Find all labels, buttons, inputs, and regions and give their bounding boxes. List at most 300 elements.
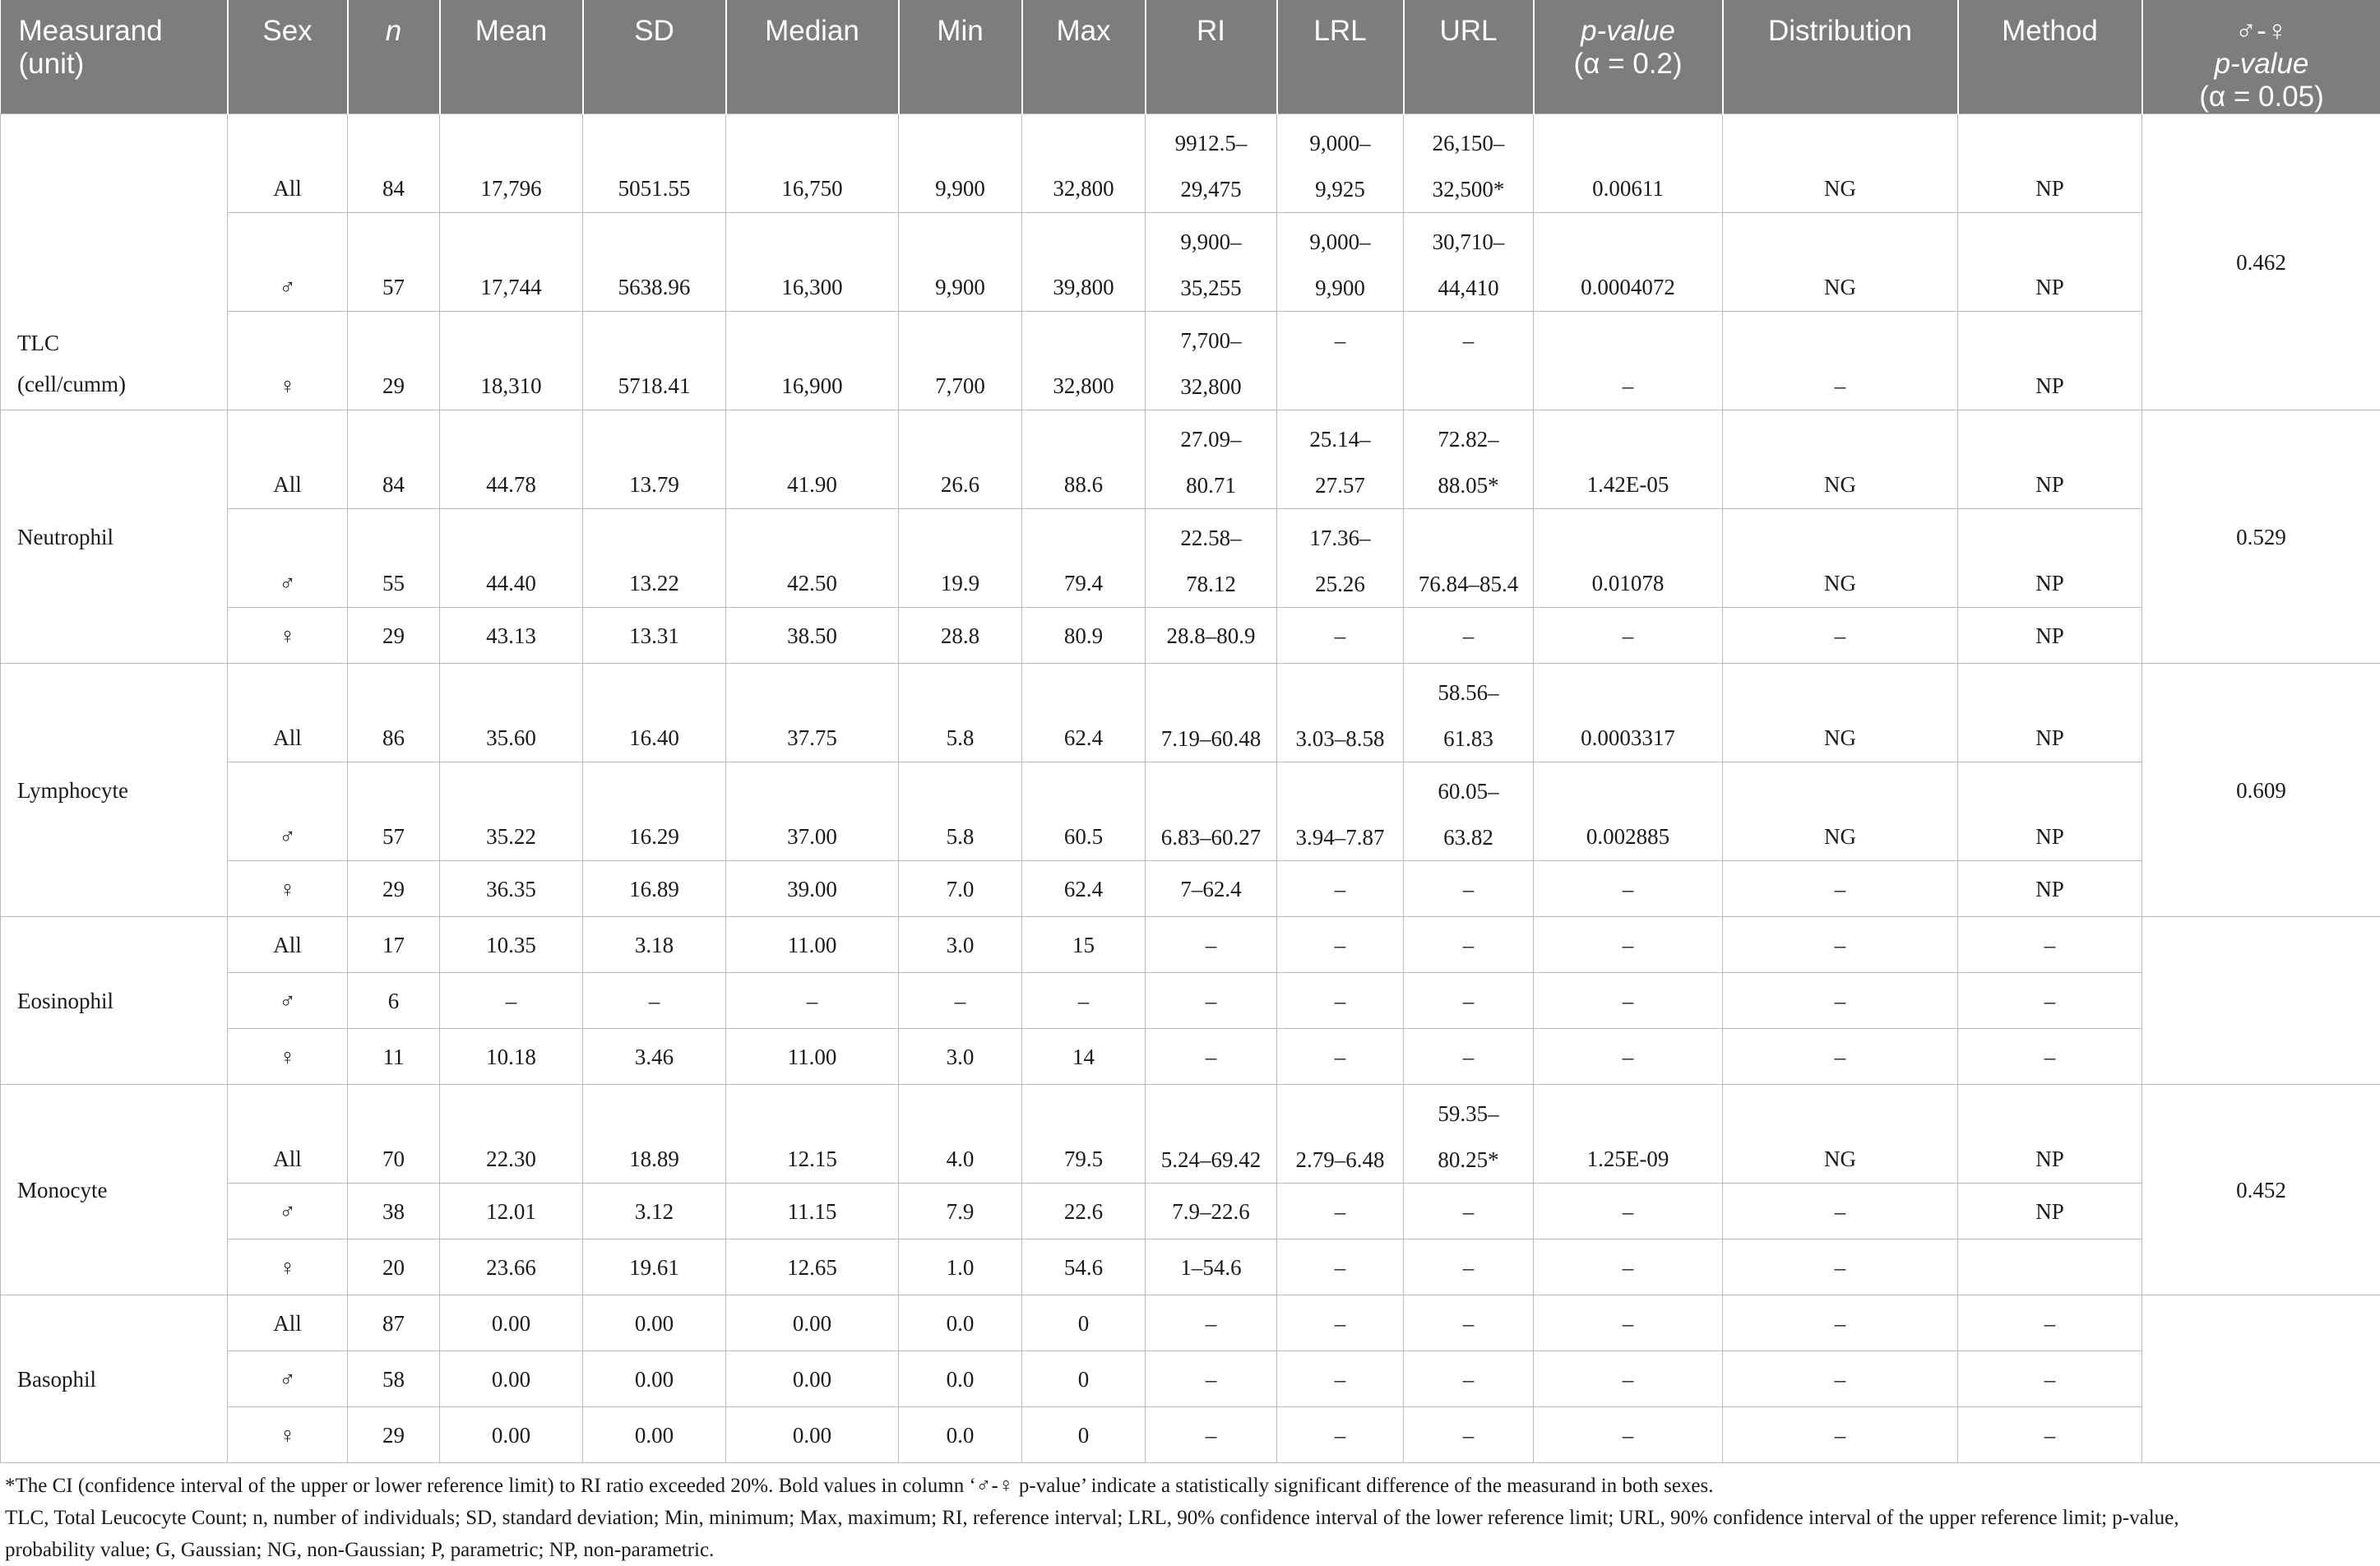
cell-sd: 13.79	[583, 410, 726, 509]
cell-min: 7.9	[899, 1184, 1022, 1239]
cell-line: 80.25*	[1407, 1137, 1530, 1183]
cell-url	[1404, 762, 1534, 861]
cell-method: –	[1958, 973, 2142, 1029]
cell-ri: 1–54.6	[1146, 1239, 1277, 1295]
cell-url	[1404, 312, 1534, 410]
cell-sex: ♀	[228, 1239, 348, 1295]
cell-pvalue: –	[1534, 1351, 1723, 1407]
cell-sex: All	[228, 114, 348, 213]
table-row	[1, 410, 2380, 509]
cell-median: 12.65	[726, 1239, 899, 1295]
cell-line: 60.05–	[1407, 768, 1530, 814]
cell-line: 59.35–	[1407, 1091, 1530, 1137]
cell-line	[1149, 1091, 1273, 1137]
cell-ri: –	[1146, 917, 1277, 973]
cell-median: 11.00	[726, 1029, 899, 1085]
sex-pvalue-cell: 0.452	[2142, 1085, 2380, 1295]
cell-line: 26,150–	[1407, 120, 1530, 166]
cell-method: NP	[1958, 664, 2142, 762]
footnote-asterisk: *The CI (confidence interval of the upper or lower reference limit) to RI ratio exceeded 20%. Bold values in column ‘♂-♀ p-value’ indicate a statistically significant difference of the measurand in both sexes.	[5, 1470, 2375, 1502]
cell-n: 70	[348, 1085, 440, 1184]
cell-sd: 0.00	[583, 1351, 726, 1407]
header-max: Max	[1022, 0, 1146, 114]
cell-lrl	[1277, 509, 1404, 608]
measurand-cell	[1, 410, 228, 664]
header-sex: Sex	[228, 0, 348, 114]
cell-line: 58.56–	[1407, 669, 1530, 716]
cell-max: 62.4	[1022, 861, 1146, 917]
measurand-cell	[1, 1295, 228, 1463]
cell-sex: All	[228, 1085, 348, 1184]
cell-min: 7.0	[899, 861, 1022, 917]
cell-distribution: NG	[1723, 509, 1958, 608]
cell-median: 11.15	[726, 1184, 899, 1239]
cell-lrl: –	[1277, 1029, 1404, 1085]
cell-line: 29,475	[1149, 166, 1273, 212]
cell-line: 61.83	[1407, 716, 1530, 762]
measurand-label: Lymphocyte	[17, 770, 224, 811]
header-method: Method	[1958, 0, 2142, 114]
cell-pvalue: –	[1534, 1029, 1723, 1085]
cell-ri	[1146, 509, 1277, 608]
cell-method: NP	[1958, 1184, 2142, 1239]
cell-line: 35,255	[1149, 265, 1273, 311]
cell-min: 4.0	[899, 1085, 1022, 1184]
cell-line: 72.82–	[1407, 416, 1530, 462]
cell-line: 27.09–	[1149, 416, 1273, 462]
table-footnotes	[0, 1463, 2380, 1566]
cell-n: 29	[348, 861, 440, 917]
cell-mean: 0.00	[440, 1295, 583, 1351]
cell-max: 32,800	[1022, 312, 1146, 410]
cell-line: 3.03–8.58	[1280, 716, 1400, 762]
cell-sd: 13.31	[583, 608, 726, 664]
cell-sex: ♂	[228, 1351, 348, 1407]
cell-n: 6	[348, 973, 440, 1029]
table-row	[1, 1085, 2380, 1184]
cell-lrl	[1277, 114, 1404, 213]
cell-method: –	[1958, 1407, 2142, 1463]
cell-ri	[1146, 664, 1277, 762]
cell-pvalue: 0.002885	[1534, 762, 1723, 861]
cell-min: 0.0	[899, 1351, 1022, 1407]
cell-line	[1280, 1091, 1400, 1137]
measurand-cell	[1, 114, 228, 410]
cell-method: –	[1958, 1029, 2142, 1085]
cell-method: NP	[1958, 410, 2142, 509]
cell-median: 0.00	[726, 1351, 899, 1407]
cell-lrl	[1277, 762, 1404, 861]
cell-sex: All	[228, 917, 348, 973]
cell-lrl: –	[1277, 608, 1404, 664]
cell-median: 41.90	[726, 410, 899, 509]
cell-line: 7.19–60.48	[1149, 716, 1273, 762]
cell-n: 17	[348, 917, 440, 973]
cell-median: 42.50	[726, 509, 899, 608]
cell-sex: ♂	[228, 973, 348, 1029]
cell-pvalue: –	[1534, 917, 1723, 973]
cell-method: NP	[1958, 509, 2142, 608]
cell-url: –	[1404, 1184, 1534, 1239]
cell-min: 26.6	[899, 410, 1022, 509]
cell-median: 16,750	[726, 114, 899, 213]
cell-max: 79.5	[1022, 1085, 1146, 1184]
header-median: Median	[726, 0, 899, 114]
cell-pvalue: 0.0004072	[1534, 213, 1723, 312]
cell-method: NP	[1958, 861, 2142, 917]
cell-url: –	[1404, 1351, 1534, 1407]
table-row	[1, 114, 2380, 213]
header-url: URL	[1404, 0, 1534, 114]
cell-min: 9,900	[899, 213, 1022, 312]
cell-distribution: –	[1723, 312, 1958, 410]
cell-sd: 3.46	[583, 1029, 726, 1085]
cell-pvalue: 1.25E-09	[1534, 1085, 1723, 1184]
cell-line: 5.24–69.42	[1149, 1137, 1273, 1183]
cell-ri: –	[1146, 1295, 1277, 1351]
cell-lrl: –	[1277, 917, 1404, 973]
cell-median: 0.00	[726, 1407, 899, 1463]
table-row	[1, 762, 2380, 861]
cell-lrl: –	[1277, 973, 1404, 1029]
table-row	[1, 664, 2380, 762]
cell-mean: 36.35	[440, 861, 583, 917]
cell-line: 32,800	[1149, 364, 1273, 410]
table-row	[1, 973, 2380, 1029]
cell-ri: –	[1146, 1351, 1277, 1407]
cell-line: 88.05*	[1407, 462, 1530, 508]
cell-pvalue: 0.00611	[1534, 114, 1723, 213]
cell-method: NP	[1958, 1085, 2142, 1184]
cell-median: 12.15	[726, 1085, 899, 1184]
cell-n: 84	[348, 114, 440, 213]
measurand-label: Basophil	[17, 1359, 224, 1400]
cell-sex: ♂	[228, 509, 348, 608]
cell-median: 16,900	[726, 312, 899, 410]
header-row	[1, 0, 2380, 114]
cell-lrl: –	[1277, 1295, 1404, 1351]
cell-pvalue: 0.01078	[1534, 509, 1723, 608]
cell-distribution: NG	[1723, 762, 1958, 861]
measurand-cell	[1, 664, 228, 917]
cell-lrl	[1277, 312, 1404, 410]
cell-median: 39.00	[726, 861, 899, 917]
cell-distribution: –	[1723, 1407, 1958, 1463]
cell-mean: –	[440, 973, 583, 1029]
cell-lrl	[1277, 213, 1404, 312]
sex-pvalue-cell	[2142, 1295, 2380, 1463]
table-row	[1, 1239, 2380, 1295]
cell-line	[1280, 768, 1400, 814]
cell-mean: 18,310	[440, 312, 583, 410]
cell-pvalue: 0.0003317	[1534, 664, 1723, 762]
cell-mean: 10.18	[440, 1029, 583, 1085]
cell-mean: 23.66	[440, 1239, 583, 1295]
cell-distribution: –	[1723, 1184, 1958, 1239]
cell-sd: 16.40	[583, 664, 726, 762]
cell-sd: 18.89	[583, 1085, 726, 1184]
cell-median: 16,300	[726, 213, 899, 312]
header-min: Min	[899, 0, 1022, 114]
cell-line: 9,900	[1280, 265, 1400, 311]
cell-sex: ♀	[228, 861, 348, 917]
cell-min: 28.8	[899, 608, 1022, 664]
header-distribution: Distribution	[1723, 0, 1958, 114]
cell-sd: 16.89	[583, 861, 726, 917]
cell-distribution: NG	[1723, 1085, 1958, 1184]
cell-sd: 5051.55	[583, 114, 726, 213]
cell-line: 9,925	[1280, 166, 1400, 212]
measurand-label: Eosinophil	[17, 980, 224, 1022]
cell-max: 0	[1022, 1351, 1146, 1407]
header-measurand: Measurand (unit)	[1, 0, 228, 114]
cell-method: NP	[1958, 114, 2142, 213]
cell-sd: 19.61	[583, 1239, 726, 1295]
footnote-abbreviations-cont: probability value; G, Gaussian; NG, non-Gaussian; P, parametric; NP, non-parametric.	[5, 1534, 2375, 1566]
cell-line	[1149, 669, 1273, 716]
table-row	[1, 1295, 2380, 1351]
cell-sd: 16.29	[583, 762, 726, 861]
cell-max: 32,800	[1022, 114, 1146, 213]
cell-url	[1404, 509, 1534, 608]
cell-mean: 35.60	[440, 664, 583, 762]
cell-median: 37.75	[726, 664, 899, 762]
cell-sex: All	[228, 410, 348, 509]
measurand-label: Neutrophil	[17, 517, 224, 558]
cell-method: NP	[1958, 312, 2142, 410]
cell-line	[1280, 364, 1400, 410]
cell-sd: 13.22	[583, 509, 726, 608]
cell-line	[1149, 768, 1273, 814]
cell-sex: ♀	[228, 1407, 348, 1463]
cell-line: 25.26	[1280, 561, 1400, 607]
cell-ri: –	[1146, 1029, 1277, 1085]
cell-min: –	[899, 973, 1022, 1029]
cell-max: 0	[1022, 1407, 1146, 1463]
cell-method: –	[1958, 1295, 2142, 1351]
measurand-cell	[1, 917, 228, 1085]
table-row	[1, 608, 2380, 664]
cell-mean: 10.35	[440, 917, 583, 973]
cell-ri: –	[1146, 973, 1277, 1029]
cell-min: 5.8	[899, 762, 1022, 861]
cell-mean: 43.13	[440, 608, 583, 664]
cell-method	[1958, 1239, 2142, 1295]
cell-distribution: –	[1723, 1351, 1958, 1407]
cell-method: NP	[1958, 762, 2142, 861]
cell-max: 54.6	[1022, 1239, 1146, 1295]
cell-distribution: –	[1723, 608, 1958, 664]
cell-line: 80.71	[1149, 462, 1273, 508]
table-row	[1, 1029, 2380, 1085]
cell-url: –	[1404, 917, 1534, 973]
cell-line	[1407, 515, 1530, 561]
header-sex-pvalue: ♂-♀ p-value (α = 0.05)	[2142, 0, 2380, 114]
cell-url	[1404, 1085, 1534, 1184]
cell-sd: 5718.41	[583, 312, 726, 410]
header-n: n	[348, 0, 440, 114]
cell-line: 30,710–	[1407, 219, 1530, 265]
cell-lrl: –	[1277, 1239, 1404, 1295]
cell-n: 57	[348, 762, 440, 861]
table-row	[1, 213, 2380, 312]
cell-distribution: NG	[1723, 213, 1958, 312]
cell-mean: 0.00	[440, 1351, 583, 1407]
cell-lrl	[1277, 1085, 1404, 1184]
cell-min: 0.0	[899, 1407, 1022, 1463]
cell-method: –	[1958, 917, 2142, 973]
cell-pvalue: –	[1534, 1239, 1723, 1295]
cell-lrl: –	[1277, 1407, 1404, 1463]
cell-n: 29	[348, 608, 440, 664]
cell-distribution: –	[1723, 917, 1958, 973]
cell-n: 86	[348, 664, 440, 762]
cell-mean: 35.22	[440, 762, 583, 861]
cell-method: NP	[1958, 608, 2142, 664]
cell-ri	[1146, 213, 1277, 312]
cell-pvalue: –	[1534, 973, 1723, 1029]
measurand-label: TLC	[17, 322, 224, 364]
cell-sex: ♂	[228, 1184, 348, 1239]
cell-median: 38.50	[726, 608, 899, 664]
sex-pvalue-cell: 0.529	[2142, 410, 2380, 664]
cell-distribution: NG	[1723, 664, 1958, 762]
sex-pvalue-cell: 0.462	[2142, 114, 2380, 410]
cell-n: 20	[348, 1239, 440, 1295]
cell-line: 63.82	[1407, 814, 1530, 860]
cell-sd: 0.00	[583, 1295, 726, 1351]
cell-sd: 5638.96	[583, 213, 726, 312]
cell-lrl: –	[1277, 861, 1404, 917]
table-body	[1, 114, 2380, 1463]
cell-max: 60.5	[1022, 762, 1146, 861]
cell-max: –	[1022, 973, 1146, 1029]
measurand-label: (cell/cumm)	[17, 364, 224, 405]
cell-ri: 7.9–22.6	[1146, 1184, 1277, 1239]
cell-url: –	[1404, 1407, 1534, 1463]
cell-line: –	[1280, 317, 1400, 364]
cell-line: 2.79–6.48	[1280, 1137, 1400, 1183]
header-ri: RI	[1146, 0, 1277, 114]
cell-n: 29	[348, 312, 440, 410]
cell-mean: 12.01	[440, 1184, 583, 1239]
cell-min: 3.0	[899, 1029, 1022, 1085]
cell-sex: ♀	[228, 1029, 348, 1085]
cell-method: NP	[1958, 213, 2142, 312]
cell-ri: –	[1146, 1407, 1277, 1463]
cell-min: 9,900	[899, 114, 1022, 213]
cell-sex: ♀	[228, 608, 348, 664]
measurand-cell	[1, 1085, 228, 1295]
table-row	[1, 1351, 2380, 1407]
cell-n: 11	[348, 1029, 440, 1085]
cell-median: 37.00	[726, 762, 899, 861]
cell-line	[1407, 364, 1530, 410]
cell-method: –	[1958, 1351, 2142, 1407]
table-row	[1, 917, 2380, 973]
cell-max: 14	[1022, 1029, 1146, 1085]
cell-n: 55	[348, 509, 440, 608]
cell-min: 3.0	[899, 917, 1022, 973]
header-pvalue: p-value (α = 0.2)	[1534, 0, 1723, 114]
cell-sex: ♂	[228, 762, 348, 861]
cell-url: –	[1404, 1029, 1534, 1085]
cell-pvalue: 1.42E-05	[1534, 410, 1723, 509]
cell-min: 0.0	[899, 1295, 1022, 1351]
cell-mean: 44.78	[440, 410, 583, 509]
cell-n: 29	[348, 1407, 440, 1463]
cell-url	[1404, 213, 1534, 312]
cell-mean: 0.00	[440, 1407, 583, 1463]
cell-ri	[1146, 114, 1277, 213]
cell-ri	[1146, 1085, 1277, 1184]
cell-max: 79.4	[1022, 509, 1146, 608]
cell-sex: All	[228, 1295, 348, 1351]
cell-line: 9,000–	[1280, 120, 1400, 166]
cell-mean: 17,796	[440, 114, 583, 213]
cell-n: 57	[348, 213, 440, 312]
cell-n: 84	[348, 410, 440, 509]
cell-lrl: –	[1277, 1351, 1404, 1407]
table-row	[1, 312, 2380, 410]
cell-line: 3.94–7.87	[1280, 814, 1400, 860]
cell-line: 9912.5–	[1149, 120, 1273, 166]
header-mean: Mean	[440, 0, 583, 114]
cell-distribution: NG	[1723, 410, 1958, 509]
cell-line: 9,000–	[1280, 219, 1400, 265]
cell-line: 78.12	[1149, 561, 1273, 607]
header-lrl: LRL	[1277, 0, 1404, 114]
cell-median: –	[726, 973, 899, 1029]
cell-line: 6.83–60.27	[1149, 814, 1273, 860]
table-row	[1, 509, 2380, 608]
cell-sex: ♀	[228, 312, 348, 410]
cell-url	[1404, 410, 1534, 509]
cell-mean: 44.40	[440, 509, 583, 608]
table-row	[1, 861, 2380, 917]
cell-max: 62.4	[1022, 664, 1146, 762]
cell-min: 5.8	[899, 664, 1022, 762]
header-sd: SD	[583, 0, 726, 114]
cell-ri	[1146, 762, 1277, 861]
cell-ri	[1146, 312, 1277, 410]
cell-url: –	[1404, 861, 1534, 917]
cell-distribution: –	[1723, 973, 1958, 1029]
sex-pvalue-cell: 0.609	[2142, 664, 2380, 917]
cell-n: 58	[348, 1351, 440, 1407]
cell-sex: ♂	[228, 213, 348, 312]
cell-line: 32,500*	[1407, 166, 1530, 212]
cell-line: 9,900–	[1149, 219, 1273, 265]
table-row	[1, 1407, 2380, 1463]
cell-line: 44,410	[1407, 265, 1530, 311]
cell-n: 87	[348, 1295, 440, 1351]
cell-median: 11.00	[726, 917, 899, 973]
cell-lrl	[1277, 410, 1404, 509]
cell-distribution: NG	[1723, 114, 1958, 213]
cell-max: 0	[1022, 1295, 1146, 1351]
cell-line: 76.84–85.4	[1407, 561, 1530, 607]
cell-pvalue: –	[1534, 1407, 1723, 1463]
cell-lrl	[1277, 664, 1404, 762]
cell-url: –	[1404, 973, 1534, 1029]
cell-min: 19.9	[899, 509, 1022, 608]
cell-sd: 3.12	[583, 1184, 726, 1239]
cell-max: 15	[1022, 917, 1146, 973]
measurand-label: Monocyte	[17, 1170, 224, 1211]
cell-pvalue: –	[1534, 608, 1723, 664]
cell-line: 7,700–	[1149, 317, 1273, 364]
